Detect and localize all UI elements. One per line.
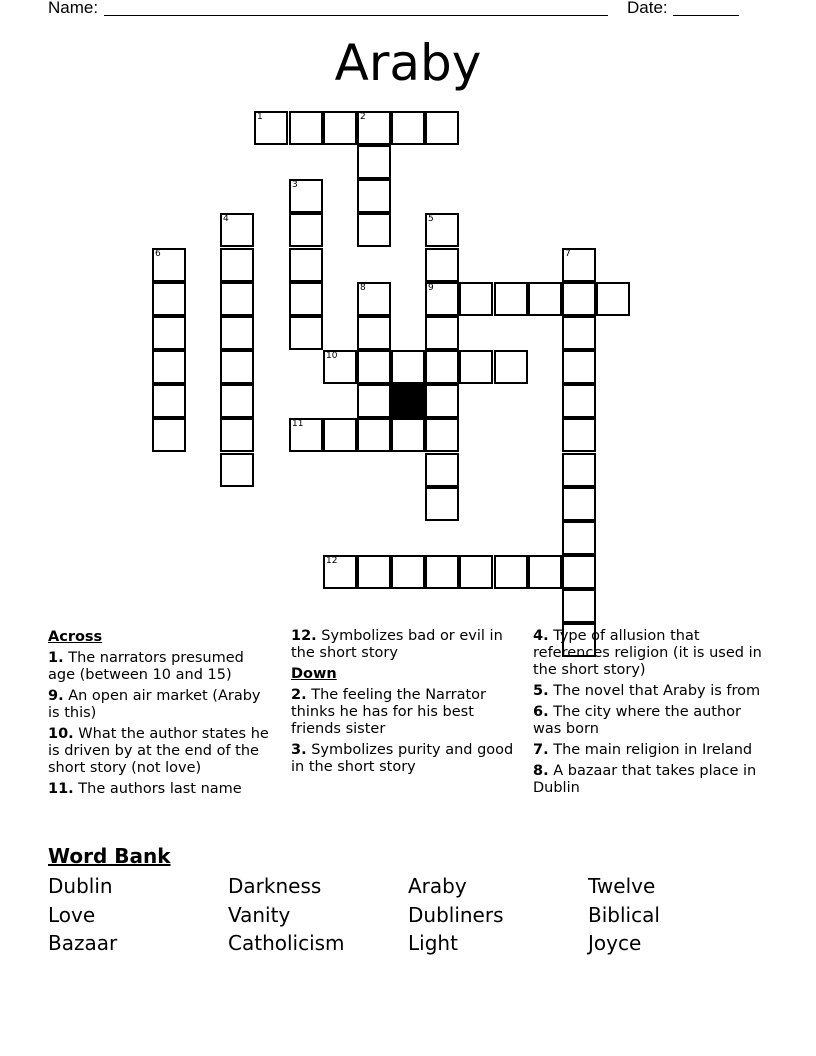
word-bank-title: Word Bank [48,844,171,868]
clue-number-label: 5 [428,214,434,224]
grid-cell[interactable] [289,282,323,316]
grid-cell[interactable] [459,555,493,589]
word-bank-item: Twelve [588,874,656,898]
grid-cell[interactable] [391,418,425,452]
grid-cell[interactable] [425,418,459,452]
across-heading: Across [48,629,103,645]
clue-text: The narrators presumed age (between 10 and 15) [48,650,244,683]
grid-cell[interactable] [562,350,596,384]
grid-cell[interactable] [562,316,596,350]
clue-text: What the author states he is driven by at the end of the short story (not love) [48,726,269,776]
grid-cell[interactable] [425,213,459,247]
down-heading: Down [291,666,337,682]
word-bank-item: Catholicism [228,931,345,955]
page-title: Araby [334,34,482,92]
grid-cell[interactable] [357,145,391,179]
clue-number: 10. [48,726,74,742]
clue-text: The feeling the Narrator thinks he has for his best friends sister [291,687,487,737]
word-bank-item: Joyce [588,931,642,955]
grid-cell[interactable] [220,248,254,282]
clue-text: The authors last name [78,781,242,797]
grid-cell[interactable] [596,282,630,316]
grid-cell[interactable] [425,453,459,487]
grid-cell[interactable] [357,282,391,316]
grid-cell[interactable] [152,418,186,452]
grid-cell[interactable] [494,282,528,316]
clue-number-label: 8 [360,283,366,293]
grid-cell[interactable] [562,589,596,623]
clues-column-1 [48,628,273,802]
clue-down-5 [533,683,769,700]
date-label: Date: [627,0,668,17]
grid-cell[interactable] [494,350,528,384]
clues-column-2 [291,628,519,780]
clue-down-3 [291,742,519,776]
clue-number-label: 6 [155,249,161,259]
grid-cell[interactable] [425,316,459,350]
clue-text: Symbolizes bad or evil in the short story [291,628,503,661]
clue-number-label: 10 [326,351,338,361]
clue-across-12 [291,628,519,662]
grid-cell[interactable] [323,350,357,384]
clue-down-7 [533,742,769,759]
clue-number-label: 2 [360,112,366,122]
grid-cell[interactable] [425,248,459,282]
grid-cell[interactable] [289,213,323,247]
grid-cell[interactable] [220,418,254,452]
grid-cell[interactable] [562,282,596,316]
grid-cell[interactable] [528,282,562,316]
clue-down-8 [533,763,769,797]
grid-cell[interactable] [289,179,323,213]
clue-number: 7. [533,742,549,758]
grid-cell[interactable] [459,350,493,384]
clue-number: 12. [291,628,317,644]
grid-cell[interactable] [357,555,391,589]
grid-cell[interactable] [391,111,425,145]
grid-cell[interactable] [425,111,459,145]
clue-number-label: 3 [292,180,298,190]
grid-cell[interactable] [562,487,596,521]
clue-number: 3. [291,742,307,758]
grid-cell[interactable] [152,282,186,316]
grid-cell[interactable] [562,555,596,589]
grid-cell[interactable] [391,555,425,589]
clue-number: 1. [48,650,64,666]
clue-number-label: 4 [223,214,229,224]
clue-number-label: 9 [428,283,434,293]
word-bank-item: Light [408,931,458,955]
clue-number: 4. [533,628,549,644]
black-square [391,384,425,418]
clue-down-2 [291,687,519,738]
word-bank-item: Love [48,903,96,927]
clue-number: 9. [48,688,64,704]
grid-cell[interactable] [357,350,391,384]
clue-number: 6. [533,704,549,720]
clue-number-label: 7 [565,249,571,259]
grid-cell[interactable] [562,248,596,282]
grid-cell[interactable] [562,384,596,418]
grid-cell[interactable] [357,384,391,418]
clue-text: The novel that Araby is from [553,683,761,699]
grid-cell[interactable] [289,111,323,145]
grid-cell[interactable] [357,316,391,350]
word-bank-item: Dublin [48,874,113,898]
word-bank-item: Bazaar [48,931,118,955]
clue-across-11 [48,781,273,798]
grid-cell[interactable] [357,213,391,247]
grid-cell[interactable] [357,111,391,145]
clue-number-label: 12 [326,556,338,566]
grid-cell[interactable] [357,179,391,213]
grid-cell[interactable] [562,453,596,487]
grid-cell[interactable] [425,487,459,521]
word-bank-item: Biblical [588,903,660,927]
grid-cell[interactable] [152,384,186,418]
grid-cell[interactable] [562,521,596,555]
clue-text: Symbolizes purity and good in the short story [291,742,514,775]
clue-text: Type of allusion that references religion (it is used in the short story) [533,628,762,678]
grid-cell[interactable] [425,350,459,384]
grid-cell[interactable] [425,384,459,418]
clue-text: The main religion in Ireland [553,742,753,758]
grid-cell[interactable] [323,555,357,589]
clue-text: The city where the author was born [533,704,742,737]
clue-across-10 [48,726,273,777]
grid-cell[interactable] [220,350,254,384]
grid-cell[interactable] [562,418,596,452]
grid-cell[interactable] [220,316,254,350]
word-bank-item: Dubliners [408,903,504,927]
grid-cell[interactable] [494,555,528,589]
grid-cell[interactable] [220,453,254,487]
clue-number: 2. [291,687,307,703]
clue-number: 11. [48,781,74,797]
clue-text: An open air market (Araby is this) [48,688,261,721]
grid-cell[interactable] [254,111,288,145]
grid-cell[interactable] [289,248,323,282]
grid-cell[interactable] [425,555,459,589]
clue-across-9 [48,688,273,722]
grid-cell[interactable] [323,111,357,145]
clue-text: A bazaar that takes place in Dublin [533,763,757,796]
grid-cell[interactable] [152,350,186,384]
word-bank-item: Darkness [228,874,322,898]
clue-number: 5. [533,683,549,699]
word-bank-item: Araby [408,874,467,898]
clue-across-1 [48,650,273,684]
grid-cell[interactable] [220,384,254,418]
grid-cell[interactable] [391,350,425,384]
name-label: Name: [48,0,99,17]
grid-cell[interactable] [323,418,357,452]
clues-column-3 [533,628,769,801]
clue-number: 8. [533,763,549,779]
grid-cell[interactable] [152,248,186,282]
grid-cell[interactable] [152,316,186,350]
grid-cell[interactable] [289,316,323,350]
grid-cell[interactable] [459,282,493,316]
grid-cell[interactable] [425,282,459,316]
grid-cell[interactable] [220,213,254,247]
grid-cell[interactable] [357,418,391,452]
grid-cell[interactable] [289,418,323,452]
clue-down-6 [533,704,769,738]
clue-down-4 [533,628,769,679]
grid-cell[interactable] [528,555,562,589]
clue-number-label: 11 [292,419,304,429]
word-bank-item: Vanity [228,903,291,927]
clue-number-label: 1 [257,112,263,122]
grid-cell[interactable] [220,282,254,316]
